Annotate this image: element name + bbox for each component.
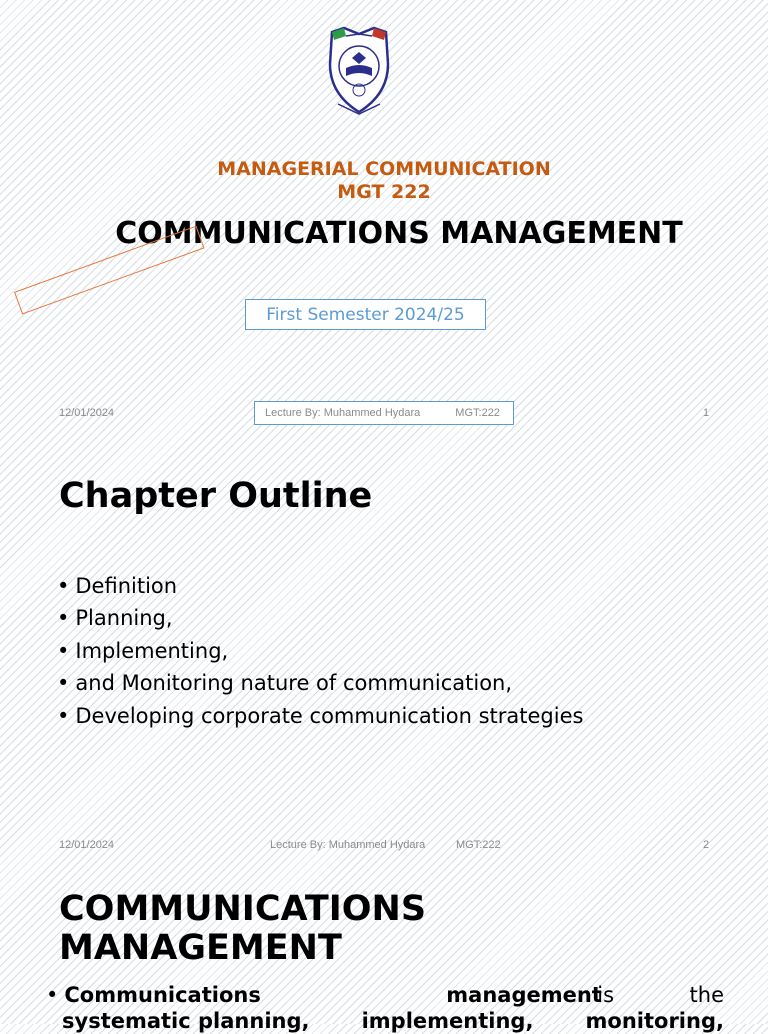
keyword: Communications — [64, 983, 261, 1007]
paragraph-line — [46, 982, 724, 1008]
communications-management-heading — [59, 890, 479, 968]
paragraph-word: the — [689, 983, 724, 1007]
paragraph-word: is — [597, 983, 615, 1007]
keyword: monitoring, — [585, 1009, 724, 1033]
semester-label: First Semester 2024/25 — [245, 299, 486, 330]
slide1-footer-lecturer: Lecture By: Muhammed Hydara — [265, 407, 421, 419]
slide2-footer-page: 2 — [703, 839, 710, 851]
slide2-footer-code: MGT:222 — [456, 839, 501, 851]
university-crest-logo — [324, 24, 394, 120]
slide2-footer-lecturer: Lecture By: Muhammed Hydara — [270, 839, 426, 851]
course-code: MGT 222 — [337, 181, 431, 203]
heading-line: MANAGEMENT — [59, 928, 342, 968]
keyword: systematic planning, — [62, 1009, 310, 1033]
list-item: • Implementing, — [57, 635, 583, 667]
course-title: MANAGERIAL COMMUNICATION — [217, 158, 551, 180]
slide1-footer-date: 12/01/2024 — [59, 407, 115, 419]
bullet: • Communications — [46, 983, 261, 1007]
list-item: • Developing corporate communication strategies — [57, 700, 583, 732]
list-item: • Planning, — [57, 602, 583, 634]
slide2-footer-date: 12/01/2024 — [59, 839, 115, 851]
keyword: implementing, — [361, 1009, 534, 1033]
heading-line: COMMUNICATIONS — [59, 889, 427, 929]
slide1-footer-box — [254, 401, 514, 425]
list-item: • Definition — [57, 570, 583, 602]
chapter-outline-list — [57, 570, 583, 732]
chapter-outline-heading: Chapter Outline — [59, 476, 373, 516]
keyword: management — [446, 983, 602, 1007]
slide1-footer-page: 1 — [703, 407, 710, 419]
list-item: • and Monitoring nature of communication, — [57, 667, 583, 699]
paragraph-line — [46, 1008, 724, 1034]
slide1-footer-code: MGT:222 — [455, 407, 500, 419]
definition-paragraph — [46, 982, 724, 1034]
presentation-title: COMMUNICATIONS MANAGEMENT — [115, 216, 683, 251]
